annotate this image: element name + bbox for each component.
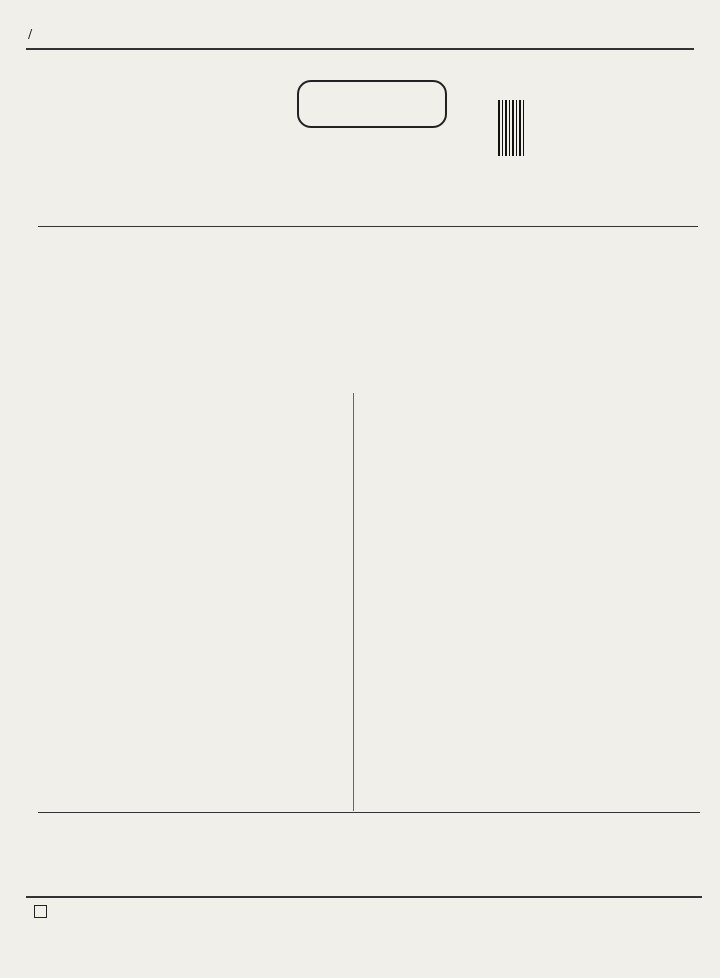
exam-code-box <box>297 80 447 128</box>
barcode-label-en <box>596 66 626 186</box>
booklet-info <box>38 68 288 70</box>
section-divider <box>38 226 698 227</box>
footer-paper-code <box>30 904 47 922</box>
barcode-label-hi <box>632 66 662 186</box>
top-divider <box>26 48 694 50</box>
booklet-number <box>528 76 550 186</box>
footer-divider <box>26 896 702 898</box>
do-not-open-warning: / <box>28 26 33 41</box>
english-instructions <box>358 393 700 811</box>
hindi-instructions <box>38 393 354 811</box>
barcode-icon <box>498 100 526 156</box>
checkbox-square-icon <box>34 905 47 918</box>
handwritten-note-right <box>578 2 688 28</box>
handwritten-note <box>30 2 550 28</box>
bottom-divider <box>38 812 700 813</box>
